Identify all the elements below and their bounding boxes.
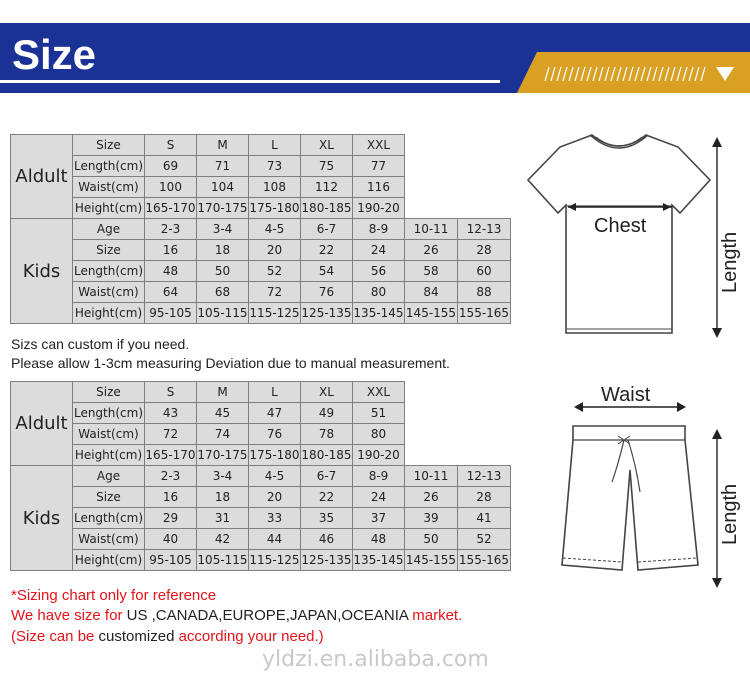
table-cell: 2-3 <box>145 466 197 487</box>
row-label: Height(cm) <box>73 445 145 466</box>
table-cell: 18 <box>197 487 249 508</box>
table-cell: 48 <box>145 261 197 282</box>
table-cell: 56 <box>353 261 405 282</box>
waist-label: Waist <box>601 384 651 406</box>
table-cell: 76 <box>301 282 353 303</box>
table-cell: M <box>197 135 249 156</box>
table-cell: 112 <box>301 177 353 198</box>
table-cell: 190-20 <box>353 445 405 466</box>
row-label: Age <box>73 219 145 240</box>
empty-cell <box>405 135 458 156</box>
empty-cell <box>405 156 458 177</box>
row-label: Length(cm) <box>73 508 145 529</box>
custom-note: Sizs can custom if you need. <box>11 336 190 352</box>
empty-cell <box>405 424 458 445</box>
table-cell: 40 <box>145 529 197 550</box>
row-label: Length(cm) <box>73 261 145 282</box>
shorts-diagram <box>520 380 750 595</box>
table-cell: 115-125 <box>249 303 301 324</box>
row-label: Height(cm) <box>73 303 145 324</box>
table-cell: 24 <box>353 240 405 261</box>
table-cell: 52 <box>458 529 511 550</box>
table-cell: L <box>249 135 301 156</box>
table-cell: 47 <box>249 403 301 424</box>
table-cell: 54 <box>301 261 353 282</box>
table-cell: 180-185 <box>301 198 353 219</box>
table-cell: 48 <box>353 529 405 550</box>
top-size-table <box>10 134 511 324</box>
chest-label: Chest <box>594 215 647 237</box>
table-cell: 50 <box>405 529 458 550</box>
table-cell: 145-155 <box>405 303 458 324</box>
row-label: Height(cm) <box>73 198 145 219</box>
table-cell: 135-145 <box>353 550 405 571</box>
table-cell: 52 <box>249 261 301 282</box>
table-cell: 115-125 <box>249 550 301 571</box>
table-cell: 68 <box>197 282 249 303</box>
table-cell: 165-170 <box>145 198 197 219</box>
table-cell: 60 <box>458 261 511 282</box>
table-cell: 10-11 <box>405 466 458 487</box>
deviation-note: Please allow 1-3cm measuring Deviation due to manual measurement. <box>11 355 450 371</box>
shirt-length-label: Length <box>719 231 741 293</box>
table-cell: 35 <box>301 508 353 529</box>
table-cell: 24 <box>353 487 405 508</box>
table-cell: 71 <box>197 156 249 177</box>
table-cell: L <box>249 382 301 403</box>
table-cell: 190-20 <box>353 198 405 219</box>
tshirt-diagram <box>520 125 750 345</box>
table-cell: 43 <box>145 403 197 424</box>
table-cell: 22 <box>301 240 353 261</box>
market-note-suffix: market. <box>408 607 463 624</box>
table-cell: 4-5 <box>249 219 301 240</box>
table-cell: 155-165 <box>458 303 511 324</box>
empty-cell <box>458 198 511 219</box>
table-cell: 49 <box>301 403 353 424</box>
adult-row <box>11 177 511 198</box>
table-cell: 16 <box>145 487 197 508</box>
adult-group-label: Aldult <box>11 382 73 466</box>
table-cell: 3-4 <box>197 219 249 240</box>
table-cell: 26 <box>405 487 458 508</box>
empty-cell <box>405 198 458 219</box>
table-cell: 78 <box>301 424 353 445</box>
table-cell: 12-13 <box>458 219 511 240</box>
table-cell: 31 <box>197 508 249 529</box>
kids-row <box>11 282 511 303</box>
table-cell: 175-180 <box>249 445 301 466</box>
kids-row <box>11 261 511 282</box>
kids-row <box>11 219 511 240</box>
customize-word: customized <box>98 628 175 645</box>
table-cell: 100 <box>145 177 197 198</box>
customize-note-prefix: (Size can be <box>11 628 99 645</box>
table-cell: 105-115 <box>197 550 249 571</box>
adult-row <box>11 198 511 219</box>
header-gold-banner <box>0 0 750 100</box>
table-cell: 84 <box>405 282 458 303</box>
kids-row <box>11 240 511 261</box>
table-cell: 29 <box>145 508 197 529</box>
market-note-prefix: We have size for <box>11 607 127 624</box>
row-label: Waist(cm) <box>73 424 145 445</box>
row-label: Size <box>73 487 145 508</box>
kids-row <box>11 508 511 529</box>
table-cell: 41 <box>458 508 511 529</box>
table-cell: 73 <box>249 156 301 177</box>
market-note <box>11 607 462 624</box>
table-cell: 51 <box>353 403 405 424</box>
empty-cell <box>405 177 458 198</box>
table-cell: 58 <box>405 261 458 282</box>
row-label: Length(cm) <box>73 403 145 424</box>
table-cell: 95-105 <box>145 303 197 324</box>
table-cell: S <box>145 135 197 156</box>
table-cell: 20 <box>249 487 301 508</box>
table-cell: 39 <box>405 508 458 529</box>
table-cell: 44 <box>249 529 301 550</box>
empty-cell <box>405 382 458 403</box>
table-cell: 170-175 <box>197 445 249 466</box>
table-cell: 95-105 <box>145 550 197 571</box>
table-cell: 104 <box>197 177 249 198</box>
kids-group-label: Kids <box>11 466 73 571</box>
table-cell: 8-9 <box>353 466 405 487</box>
table-cell: 125-135 <box>301 550 353 571</box>
adult-row <box>11 424 511 445</box>
row-label: Length(cm) <box>73 156 145 177</box>
table-cell: 88 <box>458 282 511 303</box>
table-cell: 145-155 <box>405 550 458 571</box>
table-cell: 170-175 <box>197 198 249 219</box>
table-cell: 80 <box>353 282 405 303</box>
empty-cell <box>458 382 511 403</box>
table-cell: 8-9 <box>353 219 405 240</box>
table-cell: 4-5 <box>249 466 301 487</box>
row-label: Age <box>73 466 145 487</box>
table-cell: M <box>197 382 249 403</box>
kids-row <box>11 487 511 508</box>
empty-cell <box>405 445 458 466</box>
table-cell: 22 <box>301 487 353 508</box>
table-cell: 74 <box>197 424 249 445</box>
table-cell: 135-145 <box>353 303 405 324</box>
table-cell: XL <box>301 135 353 156</box>
row-label: Size <box>73 135 145 156</box>
table-cell: 3-4 <box>197 466 249 487</box>
table-cell: 76 <box>249 424 301 445</box>
customize-note-suffix: according your need.) <box>174 628 324 645</box>
empty-cell <box>458 424 511 445</box>
table-cell: XXL <box>353 135 405 156</box>
table-cell: 72 <box>145 424 197 445</box>
table-cell: 16 <box>145 240 197 261</box>
table-cell: 80 <box>353 424 405 445</box>
table-cell: 180-185 <box>301 445 353 466</box>
table-cell: 64 <box>145 282 197 303</box>
empty-cell <box>405 403 458 424</box>
empty-cell <box>458 445 511 466</box>
table-cell: 37 <box>353 508 405 529</box>
kids-row <box>11 550 511 571</box>
table-cell: 18 <box>197 240 249 261</box>
table-cell: 155-165 <box>458 550 511 571</box>
row-label: Size <box>73 240 145 261</box>
table-cell: 116 <box>353 177 405 198</box>
row-label: Waist(cm) <box>73 529 145 550</box>
empty-cell <box>458 177 511 198</box>
row-label: Height(cm) <box>73 550 145 571</box>
table-cell: 105-115 <box>197 303 249 324</box>
kids-group-label: Kids <box>11 219 73 324</box>
table-cell: 10-11 <box>405 219 458 240</box>
table-cell: 45 <box>197 403 249 424</box>
table-cell: 26 <box>405 240 458 261</box>
table-cell: 175-180 <box>249 198 301 219</box>
row-label: Waist(cm) <box>73 177 145 198</box>
table-cell: 20 <box>249 240 301 261</box>
shorts-length-label: Length <box>719 483 741 545</box>
table-cell: 50 <box>197 261 249 282</box>
watermark: yldzi.en.alibaba.com <box>262 647 489 672</box>
row-label: Size <box>73 382 145 403</box>
row-label: Waist(cm) <box>73 282 145 303</box>
table-cell: XXL <box>353 382 405 403</box>
adult-row <box>11 135 511 156</box>
adult-row <box>11 403 511 424</box>
market-list: US ,CANADA,EUROPE,JAPAN,OCEANIA <box>126 607 409 624</box>
empty-cell <box>458 156 511 177</box>
adult-row <box>11 445 511 466</box>
table-cell: 42 <box>197 529 249 550</box>
table-cell: 77 <box>353 156 405 177</box>
table-cell: 46 <box>301 529 353 550</box>
adult-group-label: Aldult <box>11 135 73 219</box>
table-cell: 6-7 <box>301 219 353 240</box>
table-cell: 125-135 <box>301 303 353 324</box>
table-cell: 28 <box>458 240 511 261</box>
table-cell: 69 <box>145 156 197 177</box>
table-cell: 28 <box>458 487 511 508</box>
kids-row <box>11 529 511 550</box>
customize-note <box>11 628 324 645</box>
kids-row <box>11 466 511 487</box>
empty-cell <box>458 135 511 156</box>
table-cell: 6-7 <box>301 466 353 487</box>
table-cell: 12-13 <box>458 466 511 487</box>
adult-row <box>11 382 511 403</box>
reference-note: *Sizing chart only for reference <box>11 587 217 604</box>
kids-row <box>11 303 511 324</box>
empty-cell <box>458 403 511 424</box>
page-title: Size <box>12 31 97 78</box>
table-cell: 165-170 <box>145 445 197 466</box>
table-cell: 72 <box>249 282 301 303</box>
adult-row <box>11 156 511 177</box>
table-cell: XL <box>301 382 353 403</box>
bottom-size-table <box>10 381 511 571</box>
table-cell: 2-3 <box>145 219 197 240</box>
table-cell: 108 <box>249 177 301 198</box>
table-cell: 75 <box>301 156 353 177</box>
table-cell: S <box>145 382 197 403</box>
table-cell: 33 <box>249 508 301 529</box>
